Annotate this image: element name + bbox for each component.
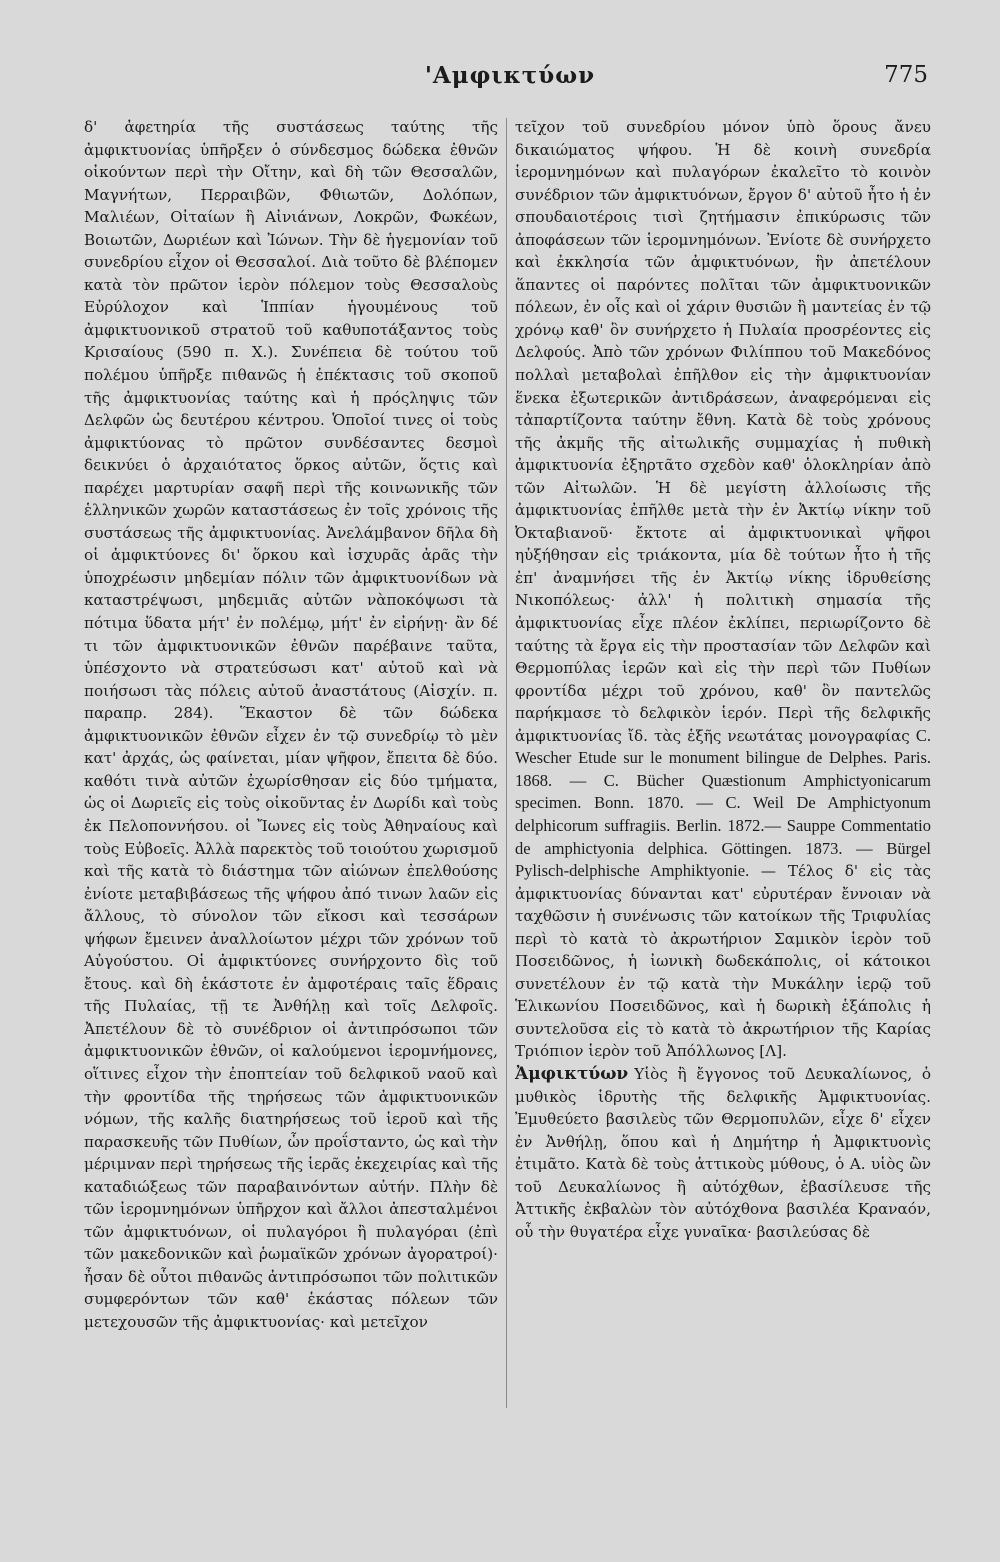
paragraph-text: τεῖχον τοῦ συνεδρίου μόνον ὑπὸ ὅρους ἄνευ δικαιώματος ψήφου. Ἡ δὲ κοινὴ συνεδρία ἱερομνημόνων καὶ πυλαγόρων ἐκαλεῖτο τὸ κοινὸν συνέδριον τῶν ἀμφικτυόνων, ἔργον δ' αὐτοῦ ἦτο ἡ ἐν σπουδαιοτέροις τισὶ ζητήμασιν ἐπικύρωσις τῶν ἀποφάσεων τῶν ἱερομνημόνων. Ἐνίοτε δὲ συνήρχετο καὶ ἐκκλησία τῶν ἀμφικτυόνων, ἣν ἀπετέλουν ἅπαντες οἱ παρόντες πολῖται τῶν ἀμφικτυονικῶν πόλεων, ἐν οἷς καὶ οἱ χάριν θυσιῶν ἢ μαντείας ἐν τῷ χρόνῳ καθ' ὃν συνήρχετο ἡ Πυλαία προσρέοντες εἰς Δελφούς. Ἀπὸ τῶν χρόνων Φιλίππου τοῦ Μακεδόνος πολλαὶ μεταβολαὶ ἐπῆλθον εἰς τὴν ἀμφικτυονίαν ἕνεκα ἐξωτερικῶν ἀντιδράσεων, ἀναφερόμεναι εἰς τἀπαρτίζοντα ταύτην ἔθνη. Κατὰ δὲ τοὺς χρόνους τῆς ἀκμῆς τῆς αἰτωλικῆς συμμαχίας ἡ πυθικὴ ἀμφικτυονία ἐξηρτᾶτο σχεδὸν καθ' ὁλοκληρίαν ἀπὸ τῶν Αἰτωλῶν. Ἡ δὲ μεγίστη ἀλλοίωσις τῆς ἀμφικτυονίας ἐπῆλθε μετὰ τὴν ἐν Ἀκτίῳ νίκην τοῦ Ὀκταβιανοῦ· ἔκτοτε αἱ ἀμφικτυονικαὶ ψῆφοι ηὐξήθησαν εἰς τριάκοντα, μία δὲ τούτων ἦτο ἡ τῆς ἐπ' ἀναμνήσει τῆς ἐν Ἀκτίῳ νίκης ἱδρυθείσης Νικοπόλεως· ἀλλ' ἡ πολιτικὴ σημασία τῆς ἀμφικτυονίας εἶχε πλέον ἐκλίπει, περιωρίζοντο δὲ ταύτης τὰ ἔργα εἰς τὴν προστασίαν τῶν Δελφῶν καὶ Θερμοπύλας ἱερῶν καὶ εἰς τὴν περὶ τῶν Πυθίων φροντίδα μέχρι τοῦ χρόνου, καθ' ὃν παντελῶς παρήκμασε τὸ δελφικὸν ἱερόν. Περὶ τῆς δελφικῆς ἀμφικτυονίας ἴδ. τὰς ἑξῆς νεωτάτας μονογραφίας [515, 118, 931, 745]
bibliography-list: C. Wescher Etude sur le monument bilingue de Delphes. Paris. 1868. — C. Bücher Quæstionum Amphictyonicarum specimen. Bonn. 1870. — C. Weil De Amphictyonum delphicorum suffragiis. Berlin. 1872.— Sauppe Commentatio de amphictyonia delphica. Göttingen. 1873. — Bürgel Pylisch-delphische Amphiktyonie. [515, 725, 931, 881]
right-column [515, 116, 931, 1243]
left-column-text: δ' ἀφετηρία τῆς συστάσεως ταύτης τῆς ἀμφικτυονίας ὑπῆρξεν ὁ σύνδεσμος δώδεκα ἐθνῶν οἰκούντων περὶ τὴν Οἴτην, καὶ δὴ τῶν Θεσσαλῶν, Μαγνήτων, Περραιβῶν, Φθιωτῶν, Δολόπων, Μαλιέων, Οἰταίων ἢ Αἰνιάνων, Λοκρῶν, Φωκέων, Βοιωτῶν, Δωριέων καὶ Ἰώνων. Τὴν δὲ ἡγεμονίαν τοῦ συνεδρίου εἶχον οἱ Θεσσαλοί. Διὰ τοῦτο δὲ βλέπομεν κατὰ τὸν πρῶτον ἱερὸν πόλεμον τοὺς Θεσσαλοὺς Εὐρύλοχον καὶ Ἱππίαν ἡγουμένους τοῦ ἀμφικτυονικοῦ στρατοῦ τοῦ καθυποτάξαντος τοὺς Κρισαίους (590 π. Χ.). Συνέπεια δὲ τούτου τοῦ πολέμου ὑπῆρξε πιθανῶς ἡ ἐπέκτασις τοῦ σκοποῦ τῆς ἀμφικτυονίας ταύτης καὶ ἡ πρόςληψις τῶν Δελφῶν ὡς δευτέρου κέντρου. Ὁποῖοί τινες οἱ τοὺς ἀμφικτύονας τὸ πρῶτον συνδέσαντες δεσμοὶ δεικνύει ὁ ἀρχαιότατος ὅρκος αὐτῶν, ὅςτις καὶ παρέχει μαρτυρίαν σαφῆ περὶ τῆς κοινωνικῆς τῶν ἑλληνικῶν χωρῶν καταστάσεως ἐν τοῖς χρόνοις τῆς συστάσεως τῆς ἀμφικτυονίας. Ἀνελάμβανον δῆλα δὴ οἱ ἀμφικτύονες δι' ὅρκου καὶ ἰσχυρᾶς ἀρᾶς τὴν ὑποχρέωσιν μηδεμίαν πόλιν τῶν ἀμφικτυονίδων νὰ καταστρέψωσι, μηδεμιᾶς αὐτῶν νὰποκόψωσι τὰ πότιμα ὕδατα μήτ' ἐν πολέμῳ, μήτ' ἐν εἰρήνῃ· ἂν δέ τι τῶν ἀμφικτυονικῶν ἐθνῶν παρέβαινε ταῦτα, ὑπέσχοντο νὰ στρατεύσωσι κατ' αὐτοῦ καὶ νὰ ποιήσωσι τὰς πόλεις αὐτοῦ ἀναστάτους (Αἰσχίν. π. παραπρ. 284). Ἕκαστον δὲ τῶν δώδεκα ἀμφικτυονικῶν ἐθνῶν εἶχεν ἐν τῷ συνεδρίῳ τὸ μὲν κατ' ἀρχάς, ὡς φαίνεται, μίαν ψῆφον, ἔπειτα δὲ δύο. καθότι τινὰ αὐτῶν ἐχωρίσθησαν εἰς δύο τμήματα, ὡς οἱ Δωριεῖς εἰς τοὺς οἰκοῦντας ἐν Δωρίδι καὶ τοὺς ἐκ Πελοποννήσου. οἱ Ἴωνες εἰς τοὺς Ἀθηναίους καὶ τοὺς Εὐβοεῖς. Ἀλλὰ παρεκτὸς τοῦ τοιούτου χωρισμοῦ καὶ τῆς κατὰ τὸ διάστημα τῶν αἰώνων ἐπελθούσης ἐνίοτε μεταβιβάσεως τῆς ψήφου ἀπό τινων λαῶν εἰς ἄλλους, τὸ σύνολον τῶν εἴκοσι καὶ τεσσάρων ψήφων ἔμεινεν ἀναλλοίωτον μέχρι τῶν χρόνων τοῦ Αὐγούστου. Οἱ ἀμφικτύονες συνήρχοντο δὶς τοῦ ἔτους. καὶ δὴ ἑκάστοτε ἐν ἀμφοτέραις ταῖς ἕδραις τῆς Πυλαίας, τῇ τε Ἀνθήλῃ καὶ τοῖς Δελφοῖς. Ἀπετέλουν δὲ τὸ συνέδριον οἱ ἀντιπρόσωποι τῶν ἀμφικτυονικῶν ἐθνῶν, οἱ καλούμενοι ἱερομνήμονες, οἵτινες εἶχον τὴν ἐποπτείαν τοῦ δελφικοῦ ναοῦ καὶ τὴν φροντίδα τῆς τηρήσεως τῶν ἀμφικτυονικῶν νόμων, τῆς καλῆς διατηρήσεως τοῦ ἱεροῦ καὶ τῆς παρασκευῆς τῶν Πυθίων, ὧν προΐσταντο, ὡς καὶ τὴν μέριμναν περὶ τηρήσεως τῆς ἱερᾶς ἐκεχειρίας καὶ τῆς καταδιώξεως τῶν παραβαινόντων αὐτήν. Πλὴν δὲ τῶν ἱερομνημόνων ὑπῆρχον καὶ ἄλλοι ἀπεσταλμένοι τῶν ἀμφικτυόνων, οἱ πυλαγόροι ἢ πυλαγόραι (ἐπὶ τῶν μακεδονικῶν καὶ ῥωμαϊκῶν χρόνων ἀγορατροί)· ἦσαν δὲ οὗτοι πιθανῶς ἀντιπρόσωποι τῶν πολιτικῶν συμφερόντων τῶν καθ' ἑκάστας πόλεων τῶν μετεχουσῶν τῆς ἀμφικτυονίας· καὶ μετεῖχον [84, 118, 498, 1331]
paragraph-text-end: — Τέλος δ' εἰς τὰς ἀμφικτυονίας δύνανται κατ' εὐρυτέραν ἔννοιαν νὰ ταχθῶσιν ἡ συνένωσις τῶν κατοίκων τῆς Τριφυλίας περὶ τὸ κατὰ τὸ ἀκρωτήριον Σαμικὸν ἱερὸν τοῦ Ποσειδῶνος, ἡ ἰωνικὴ δωδεκάπολις, οἱ κάτοικοι συνετέλουν ἐν τῷ κατὰ τὴν Μυκάλην ἱερῷ τοῦ Ἑλικωνίου Ποσειδῶνος, καὶ ἡ δωρικὴ ἑξάπολις ἡ συντελοῦσα εἰς τὸ κατὰ τὸ ἀκρωτήριον τῆς Καρίας Τριόπιον ἱερὸν τοῦ Ἀπόλλωνος [Λ]. [515, 862, 932, 1061]
entry-text: Υἱὸς ἢ ἔγγονος τοῦ Δευκαλίωνος, ὁ μυθικὸς ἱδρυτὴς τῆς δελφικῆς Ἀμφικτυονίας. Ἐμυθεύετο βασιλεὺς τῶν Θερμοπυλῶν, εἶχε δ' εἶχεν ἐν Ἀνθήλῃ, ὅπου καὶ ἡ Δημήτηρ ἡ Ἀμφικτυονὶς ἐτιμᾶτο. Κατὰ δὲ τοὺς ἀττικοὺς μύθους, ὁ Α. υἱὸς ὢν τοῦ Δευκαλίωνος ἢ αὐτόχθων, ἐβασίλευσε τῆς Ἀττικῆς ἐκβαλὼν τὸν αὐτόχθονα βασιλέα Κραναόν, οὗ τὴν θυγατέρα εἶχε γυναῖκα· βασιλεύσας δὲ [515, 1064, 931, 1241]
page-number: 775 [884, 62, 928, 88]
entry-paragraph [515, 1063, 931, 1243]
column-divider [506, 118, 507, 1408]
entry-headword: Ἀμφικτύων [515, 1063, 629, 1084]
left-column [84, 116, 498, 1334]
running-head [80, 62, 940, 98]
running-head-title: 'Αμφικτύων [424, 62, 596, 89]
right-column-paragraph [515, 116, 931, 1063]
